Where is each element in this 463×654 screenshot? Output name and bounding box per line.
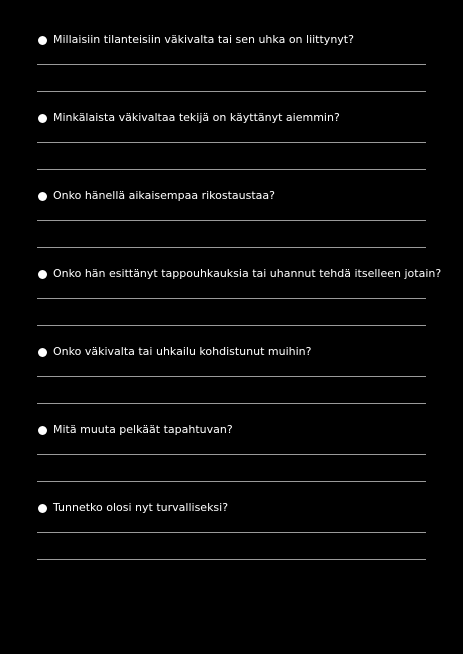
question-row	[37, 266, 442, 282]
answer-line	[37, 298, 426, 299]
bullet-icon	[38, 504, 47, 513]
answer-line	[37, 169, 426, 170]
answer-line	[37, 403, 426, 404]
bullet-icon	[38, 36, 47, 45]
answer-line	[37, 376, 426, 377]
answer-line	[37, 454, 426, 455]
answer-line	[37, 481, 426, 482]
question-row	[37, 422, 426, 438]
answer-line	[37, 142, 426, 143]
question-row	[37, 32, 426, 48]
answer-line	[37, 532, 426, 533]
question-block-4	[37, 266, 442, 344]
bullet-icon	[38, 192, 47, 201]
bullet-icon	[38, 270, 47, 279]
question-text: Minkälaista väkivaltaa tekijä on käyttänyt aiemmin?	[53, 111, 340, 124]
question-row	[37, 344, 426, 360]
bullet-icon	[38, 114, 47, 123]
question-text: Tunnetko olosi nyt turvalliseksi?	[53, 501, 229, 514]
question-text: Mitä muuta pelkäät tapahtuvan?	[53, 423, 233, 436]
question-row	[37, 110, 426, 126]
answer-line	[37, 220, 426, 221]
answer-line	[37, 91, 426, 92]
question-block-6	[37, 422, 426, 500]
bullet-icon	[38, 426, 47, 435]
question-row	[37, 188, 426, 204]
question-row	[37, 500, 426, 516]
question-block-2	[37, 110, 426, 188]
question-text: Millaisiin tilanteisiin väkivalta tai sen uhka on liittynyt?	[53, 33, 354, 46]
bullet-icon	[38, 348, 47, 357]
answer-line	[37, 325, 426, 326]
answer-line	[37, 247, 426, 248]
answer-line	[37, 64, 426, 65]
question-block-3	[37, 188, 426, 266]
question-text: Onko hänellä aikaisempaa rikostaustaa?	[53, 189, 275, 202]
question-block-7	[37, 500, 426, 578]
question-text: Onko hän esittänyt tappouhkauksia tai uhannut tehdä itselleen jotain?	[53, 267, 442, 280]
question-block-5	[37, 344, 426, 422]
answer-line	[37, 559, 426, 560]
question-text: Onko väkivalta tai uhkailu kohdistunut muihin?	[53, 345, 312, 358]
question-block-1	[37, 32, 426, 110]
